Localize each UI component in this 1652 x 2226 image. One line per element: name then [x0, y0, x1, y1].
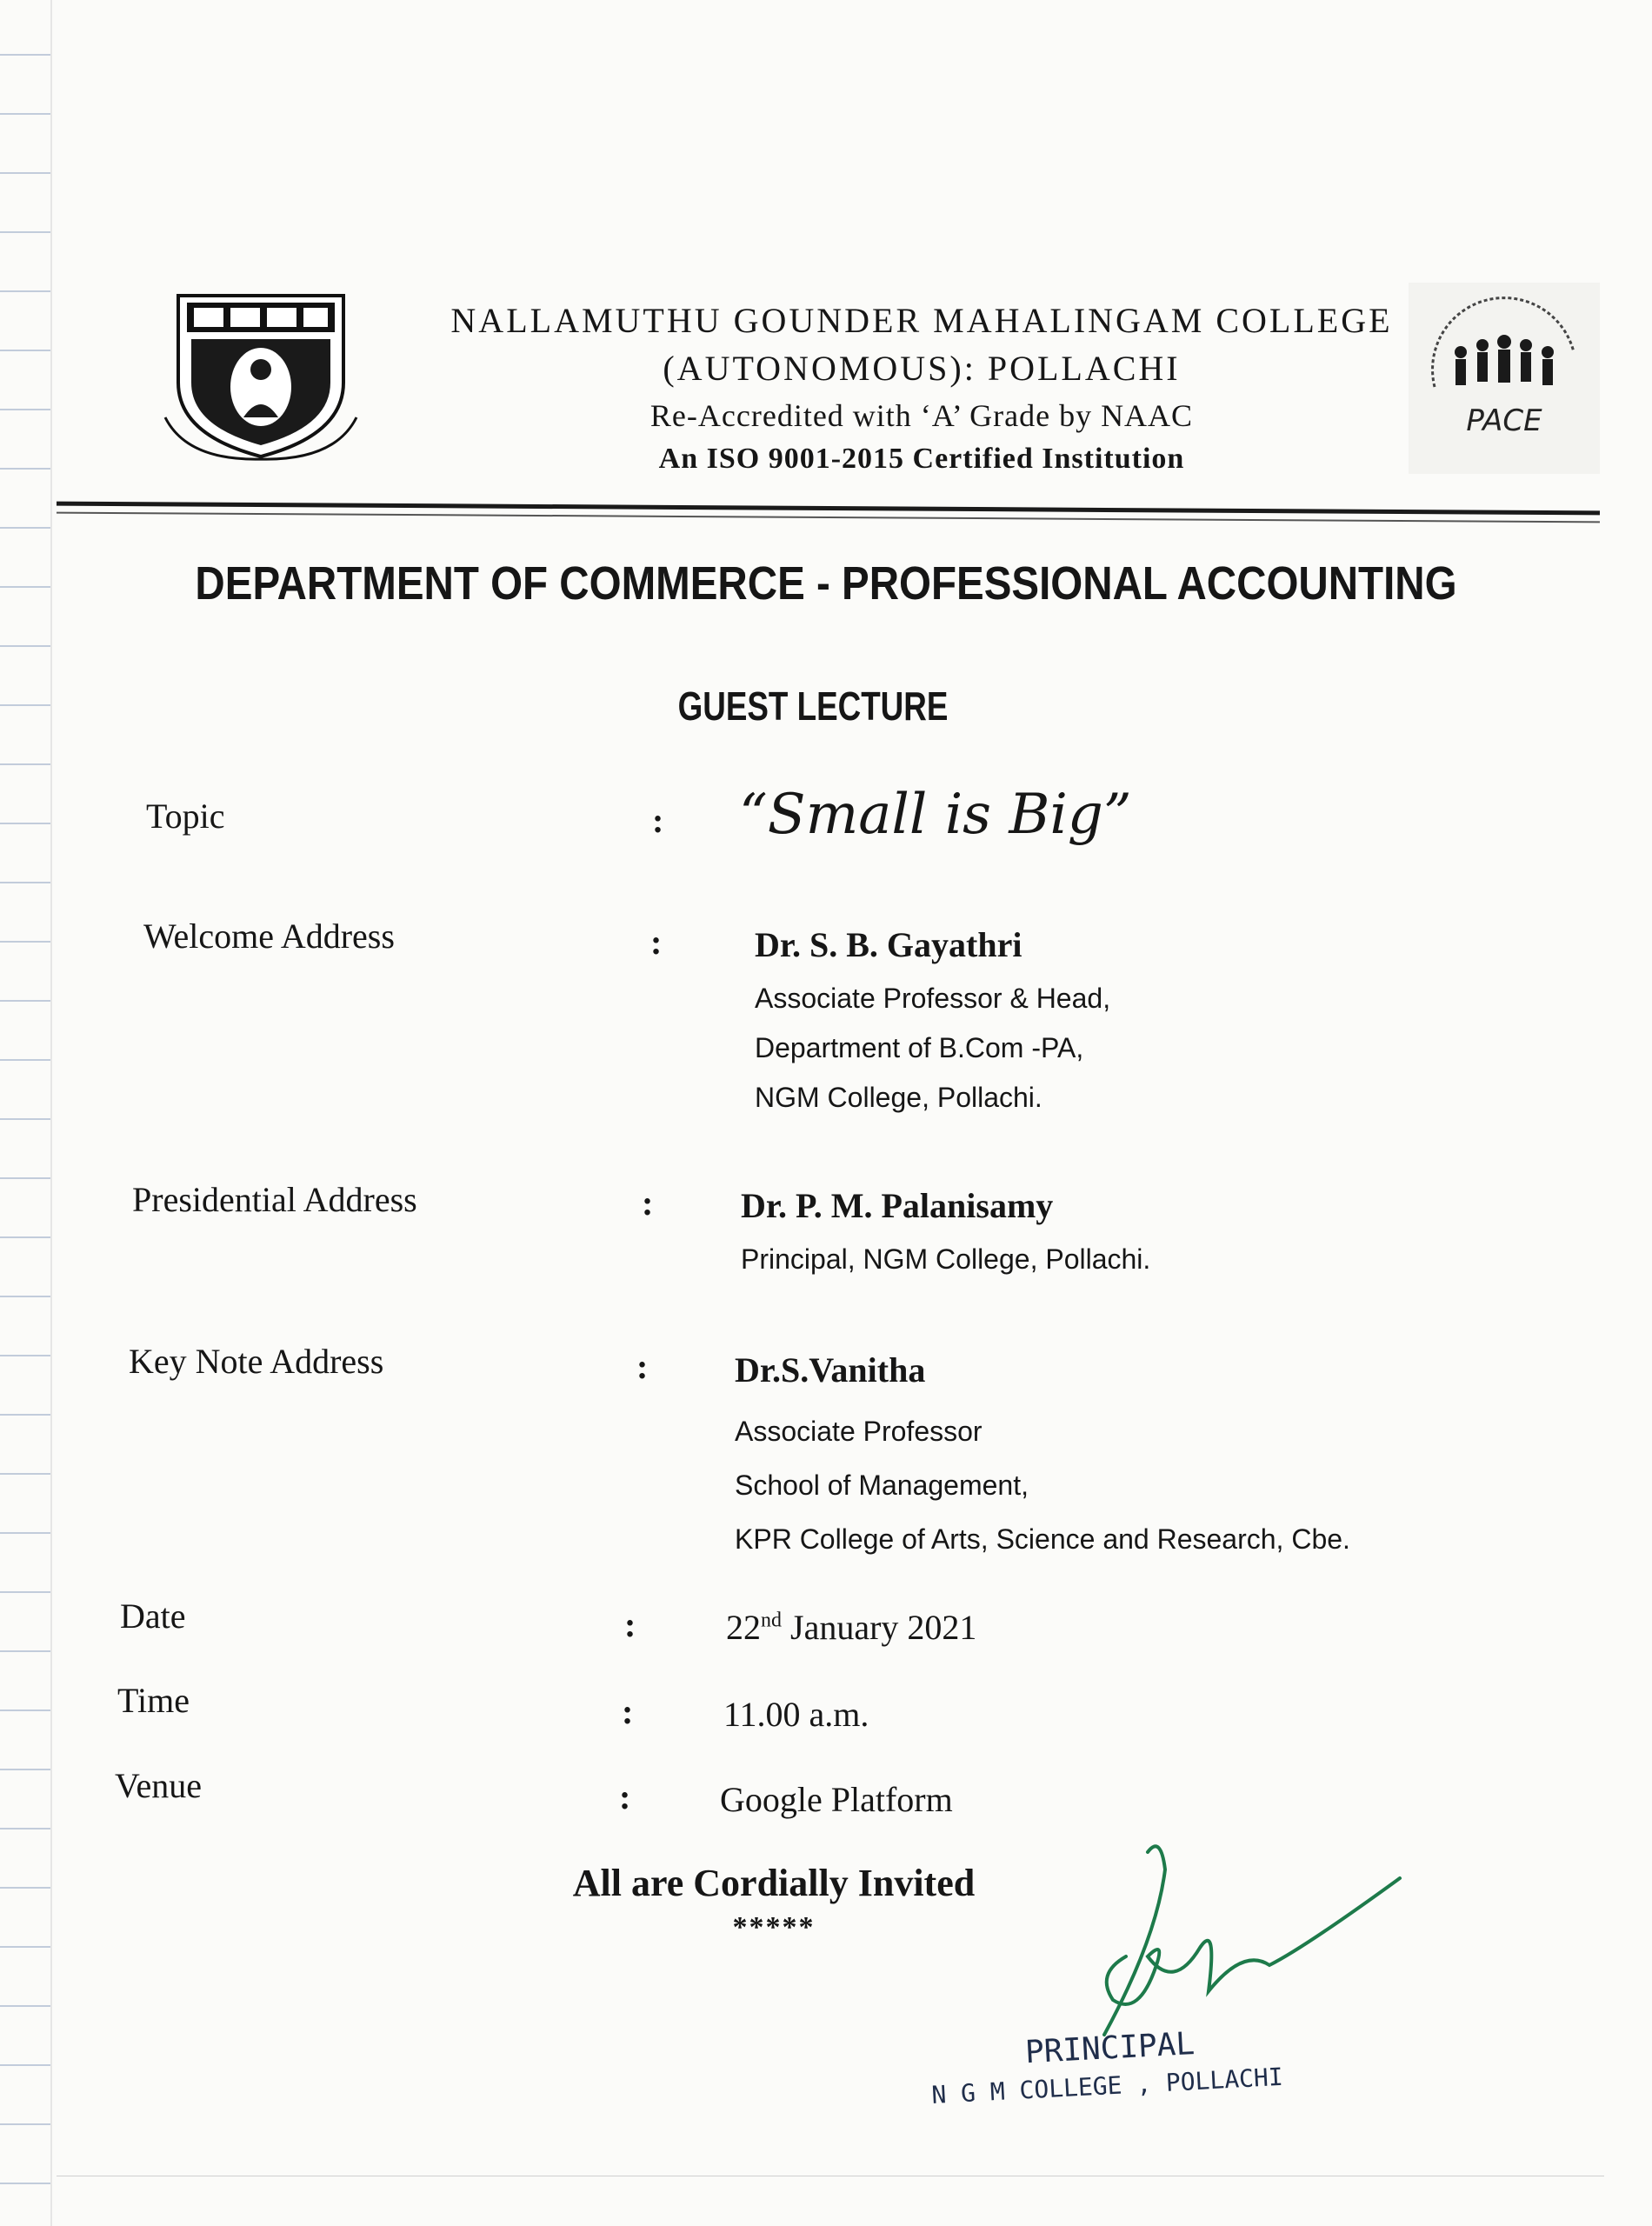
venue-label: Venue	[115, 1766, 202, 1805]
date-label: Date	[120, 1596, 186, 1636]
presidential-speaker-title: Principal, NGM College, Pollachi.	[741, 1243, 1151, 1275]
principal-stamp	[929, 2021, 1297, 2109]
welcome-speaker-dept: Department of B.Com -PA,	[755, 1032, 1084, 1063]
stamp-title: PRINCIPAL	[1024, 2026, 1196, 2071]
invitation-text: All are Cordially Invited	[572, 1862, 976, 1904]
keynote-speaker-name: Dr.S.Vanitha	[735, 1350, 926, 1390]
keynote-speaker-college: KPR College of Arts, Science and Research, Cbe.	[735, 1523, 1350, 1555]
date-colon: :	[624, 1605, 636, 1644]
stars-divider: *****	[732, 1911, 816, 1943]
keynote-colon: :	[636, 1347, 649, 1386]
welcome-colon: :	[650, 923, 663, 962]
welcome-label: Welcome Address	[143, 916, 395, 956]
pace-logo-text: PACE	[1466, 403, 1542, 438]
stamp-college: N G M COLLEGE , POLLACHI	[930, 2062, 1284, 2109]
venue-colon: :	[619, 1777, 631, 1816]
welcome-block	[755, 924, 1110, 1123]
topic-value: “Small is Big”	[739, 783, 1132, 847]
college-crest-logo	[161, 287, 361, 461]
date-value	[726, 1607, 976, 1648]
keynote-label: Key Note Address	[129, 1342, 384, 1381]
accreditation-text: Re-Accredited with ‘A’ Grade by NAAC	[649, 398, 1194, 433]
binder-edge	[0, 0, 52, 2226]
keynote-speaker-title: Associate Professor	[735, 1416, 983, 1447]
college-name: NALLAMUTHU GOUNDER MAHALINGAM COLLEGE	[450, 301, 1393, 340]
keynote-block	[735, 1350, 1350, 1566]
presidential-colon: :	[642, 1183, 654, 1223]
venue-value: Google Platform	[720, 1780, 953, 1819]
date-day: 22	[726, 1608, 761, 1647]
keynote-speaker-dept: School of Management,	[735, 1470, 1029, 1501]
presidential-speaker-name: Dr. P. M. Palanisamy	[741, 1186, 1054, 1225]
presidential-label: Presidential Address	[132, 1180, 417, 1219]
date-suffix: nd	[761, 1609, 782, 1632]
time-label: Time	[117, 1681, 190, 1720]
time-value: 11.00 a.m.	[723, 1695, 869, 1734]
iso-certification: An ISO 9001-2015 Certified Institution	[658, 443, 1185, 475]
college-header	[383, 300, 1461, 476]
department-title: DEPARTMENT OF COMMERCE - PROFESSIONAL ACCOUNTING	[195, 557, 1457, 610]
presidential-block	[741, 1185, 1150, 1284]
welcome-speaker-title: Associate Professor & Head,	[755, 983, 1111, 1014]
event-type: GUEST LECTURE	[677, 683, 949, 729]
topic-colon: :	[652, 801, 664, 840]
topic-label: Topic	[146, 796, 225, 836]
date-month-year: January 2021	[782, 1608, 977, 1647]
time-colon: :	[622, 1692, 634, 1731]
welcome-speaker-college: NGM College, Pollachi.	[755, 1082, 1042, 1113]
page-edge-line	[50, 0, 52, 2226]
principal-signature	[1043, 1817, 1409, 2052]
college-location: (AUTONOMOUS): POLLACHI	[663, 349, 1181, 388]
pace-logo	[1409, 283, 1600, 474]
welcome-speaker-name: Dr. S. B. Gayathri	[755, 925, 1023, 964]
